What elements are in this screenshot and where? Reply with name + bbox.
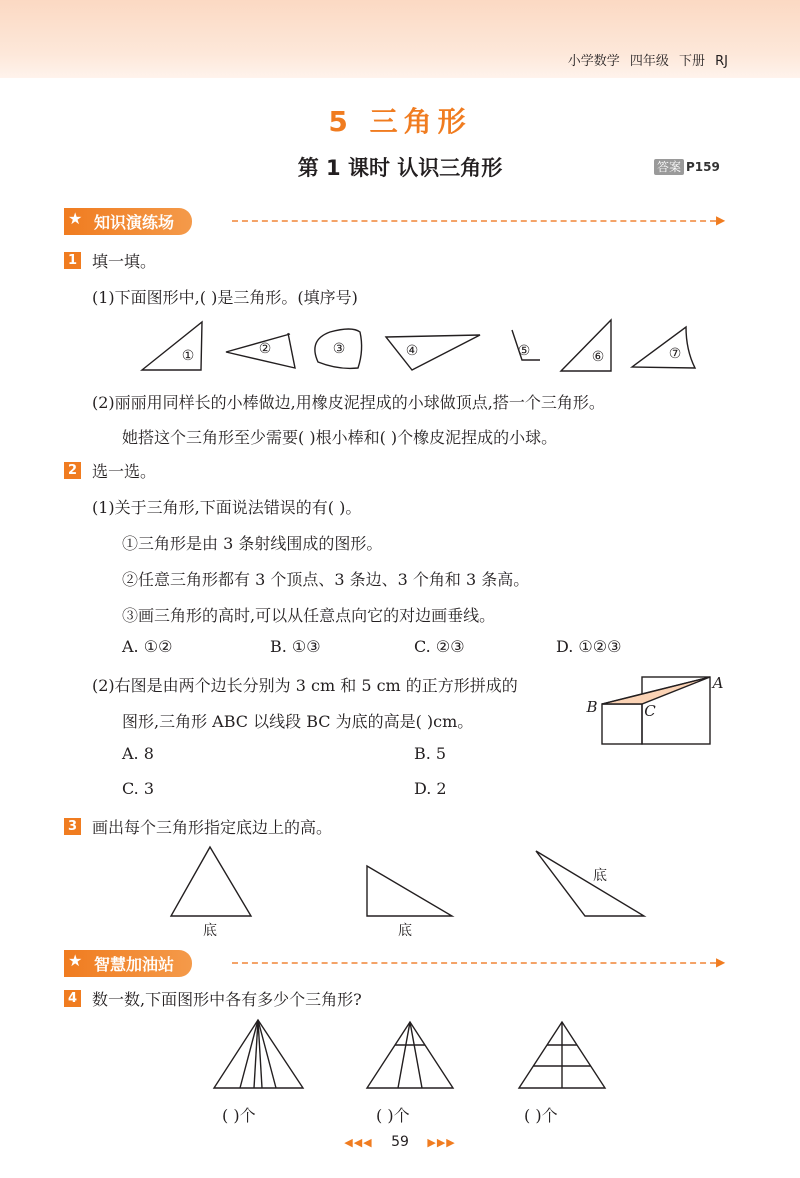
- triangle-1: [171, 847, 251, 916]
- question-number-1: 1: [64, 252, 81, 269]
- next-arrows-icon: ▶▶▶: [427, 1136, 456, 1149]
- shape-7: [632, 327, 695, 368]
- shape-label: ③: [332, 341, 346, 357]
- count-figure-3: [519, 1022, 605, 1088]
- base-label: 底: [593, 868, 607, 884]
- answer-tag: 答案: [654, 159, 684, 175]
- q4-title: 数一数,下面图形中各有多少个三角形?: [92, 990, 362, 1009]
- answer-page: P159: [686, 160, 720, 174]
- book-info: 小学数学 四年级 下册 RJ: [567, 54, 728, 69]
- statement-3: ③画三角形的高时,可以从任意点向它的对边画垂线。: [122, 606, 496, 625]
- shape-4: [386, 335, 480, 370]
- shape-label: ①: [181, 348, 195, 364]
- section-label: ★ 知识演练场: [64, 208, 192, 235]
- q2-title: 选一选。: [92, 462, 157, 481]
- q1-part2-line2: 她搭这个三角形至少需要( )根小棒和( )个橡皮泥捏成的小球。: [122, 428, 558, 447]
- count-blank-1[interactable]: ( )个: [222, 1106, 256, 1125]
- point-c-label: C: [644, 702, 656, 720]
- option-c: C. 3: [122, 779, 155, 798]
- q2-part2-line1: (2)右图是由两个边长分别为 3 cm 和 5 cm 的正方形拼成的: [92, 676, 518, 695]
- shape-label: ⑦: [668, 346, 682, 362]
- count-blank-3[interactable]: ( )个: [524, 1106, 558, 1125]
- section-label: ★ 智慧加油站: [64, 950, 192, 977]
- statement-1: ①三角形是由 3 条射线围成的图形。: [122, 534, 383, 553]
- page-footer: [0, 1134, 800, 1150]
- option-d: D. 2: [414, 779, 447, 798]
- q1-title: 填一填。: [92, 252, 157, 271]
- base-label: 底: [203, 923, 217, 939]
- option-a: A. ①②: [122, 637, 173, 656]
- shape-label: ⑤: [517, 343, 531, 359]
- option-b: B. ①③: [270, 637, 321, 656]
- shape-label: ⑥: [591, 349, 605, 365]
- question-number-2: 2: [64, 462, 81, 479]
- question-number-3: 3: [64, 818, 81, 835]
- base-label: 底: [398, 923, 412, 939]
- q1-part1: (1)下面图形中,( )是三角形。(填序号): [92, 288, 358, 307]
- prev-arrows-icon: ◀◀◀: [344, 1136, 373, 1149]
- q1-part2-line1: (2)丽丽用同样长的小棒做边,用橡皮泥捏成的小球做顶点,搭一个三角形。: [92, 393, 605, 412]
- squares-figure: [602, 677, 710, 744]
- question-number-4: 4: [64, 990, 81, 1007]
- triangle-3: [536, 851, 644, 916]
- option-d: D. ①②③: [556, 637, 622, 656]
- point-b-label: B: [586, 698, 598, 716]
- count-figure-1: [214, 1020, 303, 1088]
- count-figure-2: [367, 1022, 453, 1088]
- q3-title: 画出每个三角形指定底边上的高。: [92, 818, 333, 837]
- lesson-title: 第 1 课时 认识三角形: [297, 156, 503, 180]
- triangle-2: [367, 866, 452, 916]
- count-blank-2[interactable]: ( )个: [376, 1106, 410, 1125]
- shape-label: ④: [405, 343, 419, 359]
- star-icon: ★: [68, 950, 83, 970]
- star-icon: ★: [68, 208, 83, 228]
- option-c: C. ②③: [414, 637, 465, 656]
- point-a-label: A: [712, 674, 724, 692]
- statement-2: ②任意三角形都有 3 个顶点、3 条边、3 个角和 3 条高。: [122, 570, 530, 589]
- option-b: B. 5: [414, 744, 447, 763]
- q2-part1: (1)关于三角形,下面说法错误的有( )。: [92, 498, 362, 517]
- q2-part2-line2: 图形,三角形 ABC 以线段 BC 为底的高是( )cm。: [122, 712, 474, 731]
- page-number: 59: [391, 1134, 409, 1150]
- chapter-title: 5 三角形: [328, 105, 472, 138]
- shape-label: ②: [258, 341, 272, 357]
- option-a: A. 8: [122, 744, 154, 763]
- arrow-right-icon: ▶: [716, 955, 726, 969]
- arrow-right-icon: ▶: [716, 213, 726, 227]
